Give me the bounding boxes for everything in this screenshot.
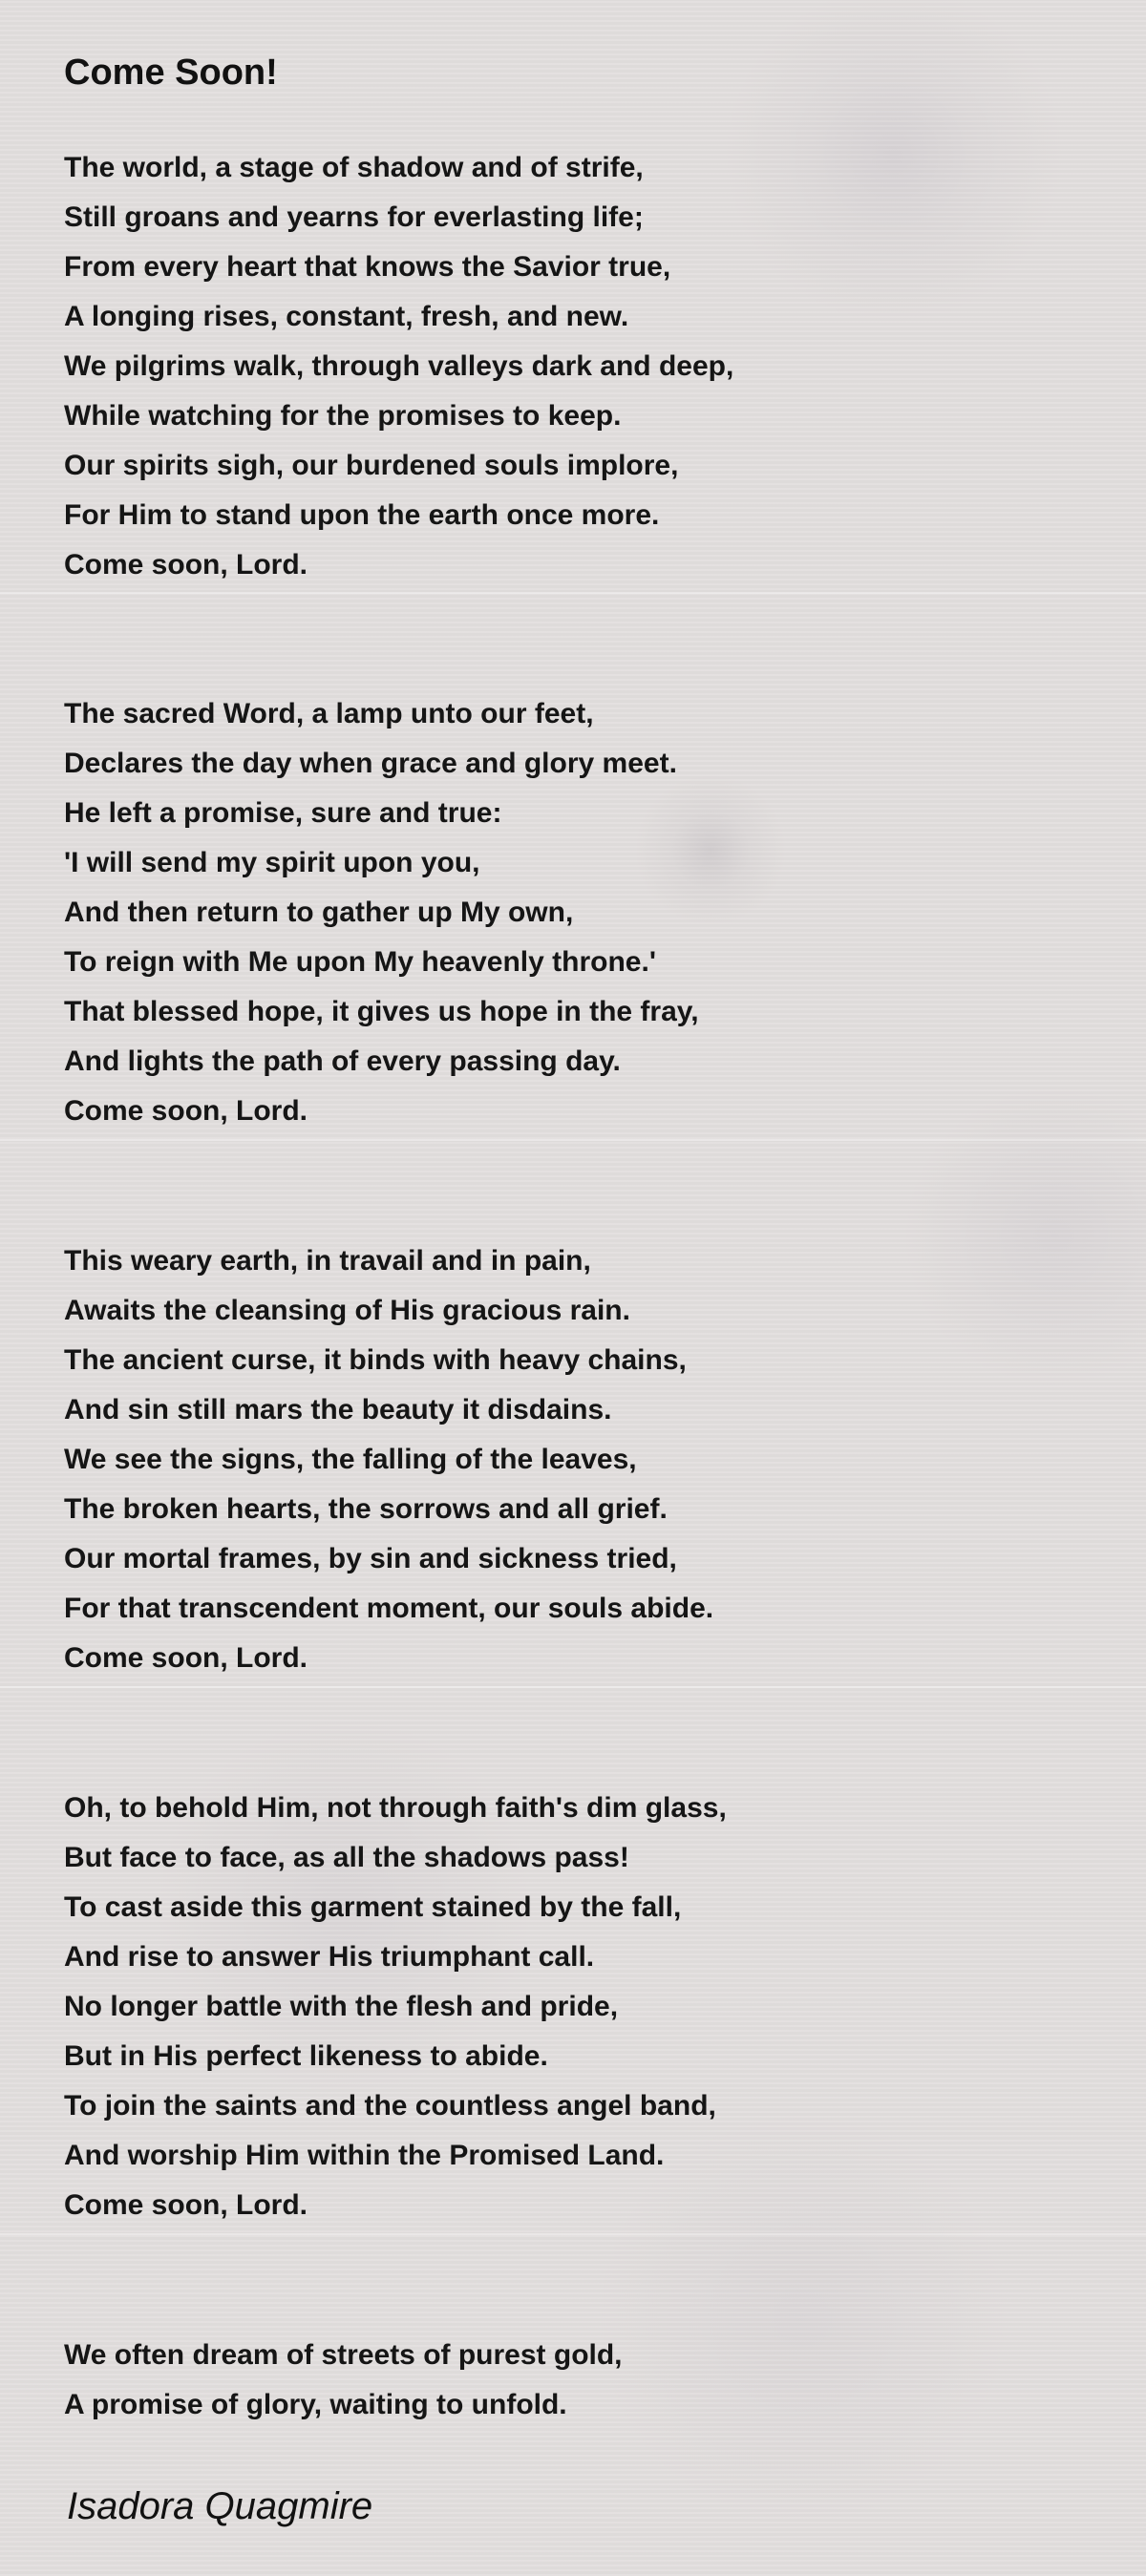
stanza-3 (64, 1236, 713, 1683)
poem-line: And worship Him within the Promised Land. (64, 2140, 665, 2171)
poem-line: The broken hearts, the sorrows and all grief. (64, 1493, 668, 1525)
poem-line: While watching for the promises to keep. (64, 400, 622, 432)
poem-line: But in His perfect likeness to abide. (64, 2040, 548, 2072)
paper-texture-band (0, 2233, 1146, 2235)
poem-line: No longer battle with the flesh and pride, (64, 1991, 619, 2022)
poem-line: A longing rises, constant, fresh, and new. (64, 301, 629, 332)
poem-line: To reign with Me upon My heavenly throne.' (64, 946, 656, 978)
poem-line: This weary earth, in travail and in pain, (64, 1245, 591, 1277)
poem-line: The sacred Word, a lamp unto our feet, (64, 698, 594, 729)
poem-line: And rise to answer His triumphant call. (64, 1941, 595, 1973)
poem-line: That blessed hope, it gives us hope in the fray, (64, 996, 699, 1027)
poem-line: For Him to stand upon the earth once more. (64, 499, 660, 531)
poem-line: To join the saints and the countless angel band, (64, 2090, 716, 2122)
poem-author: Isadora Quagmire (67, 2485, 373, 2527)
paper-texture-band (0, 592, 1146, 594)
poem-line: Oh, to behold Him, not through faith's dim glass, (64, 1792, 727, 1824)
poem-line: And lights the path of every passing day. (64, 1045, 621, 1077)
poem-line: For that transcendent moment, our souls abide. (64, 1593, 714, 1624)
poem-line: Come soon, Lord. (64, 1095, 308, 1127)
poem-line: But face to face, as all the shadows pass! (64, 1842, 629, 1873)
poem-line: Come soon, Lord. (64, 549, 308, 581)
poem-line: Still groans and yearns for everlasting life; (64, 201, 644, 233)
paper-texture-band (0, 1686, 1146, 1688)
poem-line: He left a promise, sure and true: (64, 797, 502, 829)
poem-line: Awaits the cleansing of His gracious rain. (64, 1295, 630, 1326)
paper-texture-band (0, 1139, 1146, 1141)
poem-line: The world, a stage of shadow and of strife, (64, 152, 644, 183)
poem-line: Declares the day when grace and glory meet. (64, 748, 677, 779)
poem-line: And sin still mars the beauty it disdains. (64, 1394, 612, 1425)
poem-line: Our mortal frames, by sin and sickness tried, (64, 1543, 677, 1574)
stanza-2 (64, 689, 699, 1136)
poem-line: 'I will send my spirit upon you, (64, 847, 480, 878)
stanza-1 (64, 143, 733, 590)
poem-title: Come Soon! (64, 53, 278, 93)
poem-line: We see the signs, the falling of the leaves, (64, 1444, 637, 1475)
poem-line: We often dream of streets of purest gold, (64, 2339, 623, 2371)
poem-line: Our spirits sigh, our burdened souls implore, (64, 450, 679, 481)
poem-line: The ancient curse, it binds with heavy chains, (64, 1344, 687, 1376)
poem-line: To cast aside this garment stained by the fall, (64, 1891, 682, 1923)
poem-line: From every heart that knows the Savior true, (64, 251, 671, 283)
stanza-5 (64, 2331, 623, 2430)
poem-line: Come soon, Lord. (64, 1642, 308, 1674)
stanza-4 (64, 1784, 727, 2230)
poem-line: A promise of glory, waiting to unfold. (64, 2389, 567, 2420)
poem-line: Come soon, Lord. (64, 2189, 308, 2221)
poem-line: We pilgrims walk, through valleys dark and deep, (64, 350, 734, 382)
poem-line: And then return to gather up My own, (64, 897, 574, 928)
